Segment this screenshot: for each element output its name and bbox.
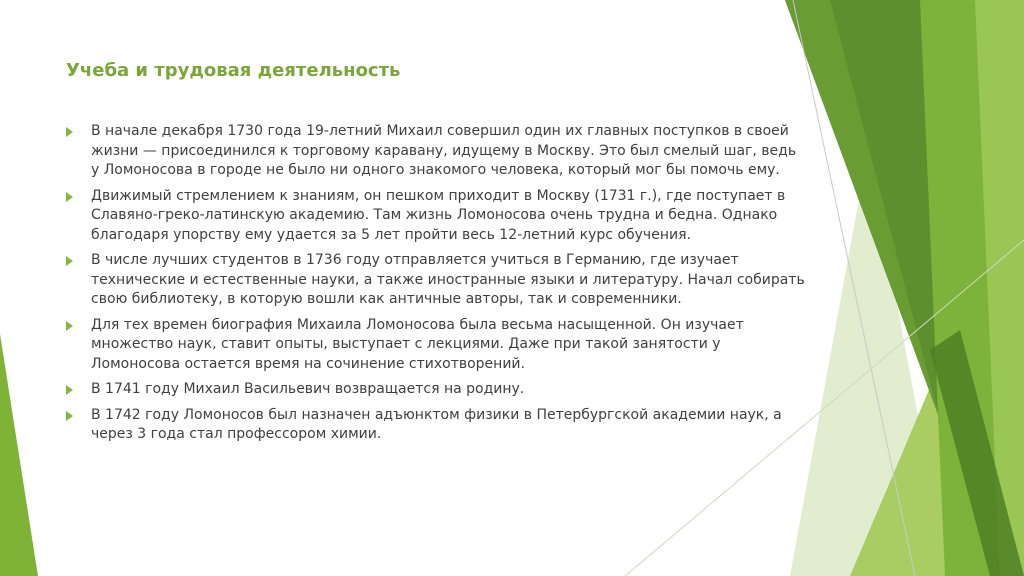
list-item-text: Движимый стремлением к знаниям, он пешком приходит в Москву (1731 г.), где поступает в Славяно-греко-латинскую академию. Там жизнь Ломоносова очень трудна и бедна. Однако благодаря упорству ему удается за 5 лет пройти весь 12-летний курс обучения. bbox=[91, 187, 786, 243]
list-item bbox=[66, 122, 806, 181]
list-item bbox=[66, 316, 806, 375]
triangle-right-icon bbox=[66, 411, 73, 421]
slide-title: Учеба и трудовая деятельность bbox=[66, 60, 401, 81]
triangle-right-icon bbox=[66, 321, 73, 331]
list-item-text: В 1742 году Ломоносов был назначен адъюнктом физики в Петербургской академии наук, а через 3 года стал профессором химии. bbox=[91, 406, 782, 442]
list-item bbox=[66, 406, 806, 445]
list-item-text: В числе лучших студентов в 1736 году отправляется учиться в Германию, где изучает технические и естественные науки, а также иностранные языки и литературу. Начал собирать свою библиотеку, в которую вошли как античные авторы, так и современники. bbox=[91, 252, 805, 307]
triangle-right-icon bbox=[66, 192, 73, 202]
list-item-text: В 1741 году Михаил Васильевич возвращается на родину. bbox=[91, 381, 525, 397]
list-item-text: Для тех времен биография Михаила Ломоносова была весьма насыщенной. Он изучает множество наук, ставит опыты, выступает с лекциями. Даже при такой занятости у Ломоносова остается время на сочинение стихотворений. bbox=[91, 316, 744, 372]
triangle-right-icon bbox=[66, 256, 73, 266]
list-item bbox=[66, 187, 806, 246]
triangle-right-icon bbox=[66, 127, 73, 137]
list-item bbox=[66, 380, 806, 400]
bullet-list bbox=[66, 122, 806, 451]
list-item-text: В начале декабря 1730 года 19-летний Михаил совершил один их главных поступков в своей жизни — присоединился к торговому каравану, идущему в Москву. Это был смелый шаг, ведь у Ломоносова в городе не было ни одного знакомого человека, который мог бы помочь ему. bbox=[91, 123, 797, 178]
list-item bbox=[66, 251, 806, 310]
triangle-right-icon bbox=[66, 385, 73, 395]
